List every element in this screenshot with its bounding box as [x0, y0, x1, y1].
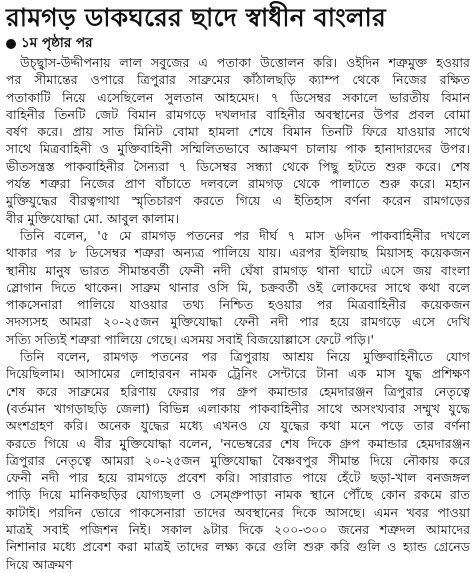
body-line: পর সীমান্তের ওপারে ত্রিপুরার সাব্রুমের কাঁঠালছড়ি ক্যাম্প থেকে নিজের রক্ষিত	[6, 72, 470, 88]
body-line: করতে গিয়ে এ বীর মুক্তিযোদ্ধা বলেন, 'নভেম্বরের শেষ দিকে গ্রুপ কমান্ডার হেমদারঞ্জন	[6, 435, 470, 451]
body-line: মাত্রই সবাই পজিশন নিই। সকাল ৯টার দিকে ২০০-৩০০ জনের শত্রুদল আমাদের	[6, 522, 470, 538]
body-line: পর্যন্ত শত্রুরা নিজের প্রাণ বাঁচাতে দলবলে রামগড় থেকে পালাতে শুরু করে। মহান	[6, 176, 470, 192]
body-line: ত্রিপুরার নেতৃত্বে আমরা ২০-২৫জন মুক্তিযোদ্ধা বৈষ্ণবপুর সীমান্ত দিয়ে নৌকায় করে	[6, 452, 470, 468]
body-line: দিয়ে আক্রমণ	[6, 556, 73, 572]
body-line: স্লোগান দিতে থাকেন। সাব্রুম থানার ওসি মি, চক্রবর্তী ওই লোকদের সাথে কথা বলে	[6, 279, 470, 295]
body-line: পাড়ি দিয়ে মানিকছড়ির যোগ্যছলা ও সেম্প্রুপাড়া নামক স্থানে পৌঁছে কোন রকমে রাত	[6, 487, 470, 503]
body-line: পাকসেনারা পালিয়ে যাওয়ার তথ্য নিশ্চিত হওয়ার পর মিত্রবাহিনীর কয়েকজন	[6, 297, 470, 313]
body-line: ফেনী নদী পার হয়ে রামগড়ে প্রবেশ করি। সারারাত পায়ে হেঁটে ছড়া-খাল বনজঙ্গল	[6, 470, 470, 486]
body-line: সত্যি সত্যিই শত্রুরা পালিয়ে গেছে। এসময় সবাই বিজয়োল্লাসে ফেটে পড়ি।'	[6, 331, 374, 347]
article-headline: রামগড় ডাকঘরের ছাদে স্বাধীন বাংলার	[6, 3, 386, 32]
body-line: সাথে মিত্রবাহিনী ও মুক্তিবাহিনী সম্মিলিতভাবে আক্রমণ চালায় পাক হানাদারদের উপর।	[6, 141, 470, 157]
body-line: শেষ করে সাব্রুমের হরিণায় ফেরার পর গ্রুপ কমান্ডার হেমদারঞ্জন ত্রিপুরার নেতৃত্বে	[6, 383, 470, 399]
body-line: তিনি বলেন, '৫ মে রামগড় পতনের পর দীর্ঘ ৭ মাস ৬দিন পাকবাহিনীর দখলে	[20, 227, 470, 243]
body-line: দিয়েছিলাম। আসামের লোহারবন নামক ট্রেনিং সেন্টারে টানা এক মাস যুদ্ধ প্রশিক্ষণ	[6, 366, 470, 382]
body-line: বর্ষণ করে। প্রায় সাত মিনিট বোমা হামলা শেষে বিমান তিনটি ফিরে যাওয়ার সাথে	[6, 124, 470, 140]
body-line: নিশানার মধ্যে প্রবেশ করা মাত্রই তাদের লক্ষ্য করে গুলি শুরু করি গুলি ও হ্যান্ড গ্রেনেড	[6, 539, 470, 555]
body-line: বীর মুক্তিযোদ্ধা মো. আবুল কালাম।	[6, 210, 180, 226]
newspaper-article	[6, 2, 470, 572]
body-line: বাহিনীর তিনটি জেট বিমান রামগড়ে দখলদার বাহিনীর অবস্থানের উপর প্রবল বোমা	[6, 106, 470, 122]
body-line: তিনি বলেন, রামগড় পতনের পর ত্রিপুরায় আশ্রয় নিয়ে মুক্তিবাহিনীতে যোগ	[20, 349, 470, 365]
body-line: কাটাই। পরদিন ভোরে পাকসেনারা তাদের অবস্থানের দিকে আসছে। এমন খবর পাওয়া	[6, 504, 470, 520]
continued-from-marker	[6, 35, 470, 52]
body-line: পতাকাটি নিয়ে এসেছিলেন সুলতান আহমেদ। ৭ ডিসেম্বর সকালে ভারতীয় বিমান	[6, 89, 470, 105]
body-line: ভীতসন্ত্রস্ত পাকবাহিনীর সৈন্যরা ৭ ডিসেম্বর সন্ধ্যা থেকে পিছু হটতে শুরু করে। শেষ	[6, 158, 470, 174]
bullet-icon	[6, 39, 16, 49]
body-line: মুক্তিযুদ্ধের বীরত্বগাথা স্মৃতিচারণ করতে গিয়ে এ ইতিহাস বর্ণনা করেন রামগড়ের	[6, 193, 470, 209]
body-line: স্থানীয় মানুষ ভারত সীমান্তবর্তী ফেনী নদী ঘেঁষা রামগড় থানা ঘাটে এসে জয় বাংলা	[6, 262, 470, 278]
body-line: উচ্ছ্বাস-উদ্দীপনায় লাল সবুজের এ পতাকা উত্তোলন করি। ওইদিন শত্রুমুক্ত হওয়ার	[20, 55, 470, 70]
body-line: থাকার পর ৮ ডিসেম্বর শত্রুরা অন্যত্র পালিয়ে যায়। এরপর ইলিয়াছ মিয়াসহ কয়েকজন	[6, 245, 470, 261]
article-body	[6, 54, 470, 573]
body-line: সদস্যসহ আমরা ২০-২৫জন মুক্তিযোদ্ধা ফেনী নদী পার হয়ে রামগড়ে এসে দেখি	[6, 314, 470, 330]
continued-from-label: ১ম পৃষ্ঠার পর	[21, 35, 93, 51]
body-line: (বর্তমান খাগড়াছড়ি জেলা) বিভিন্ন এলাকায় পাকবাহিনীর সাথে অসংখ্যবার সম্মুখ যুদ্ধে	[6, 400, 470, 416]
body-line: অংশগ্রহণ করি। অনেক যুদ্ধের মধ্যে এখনও যে যুদ্ধের কথা মনে পড়ে তার বর্ণনা	[6, 418, 470, 434]
